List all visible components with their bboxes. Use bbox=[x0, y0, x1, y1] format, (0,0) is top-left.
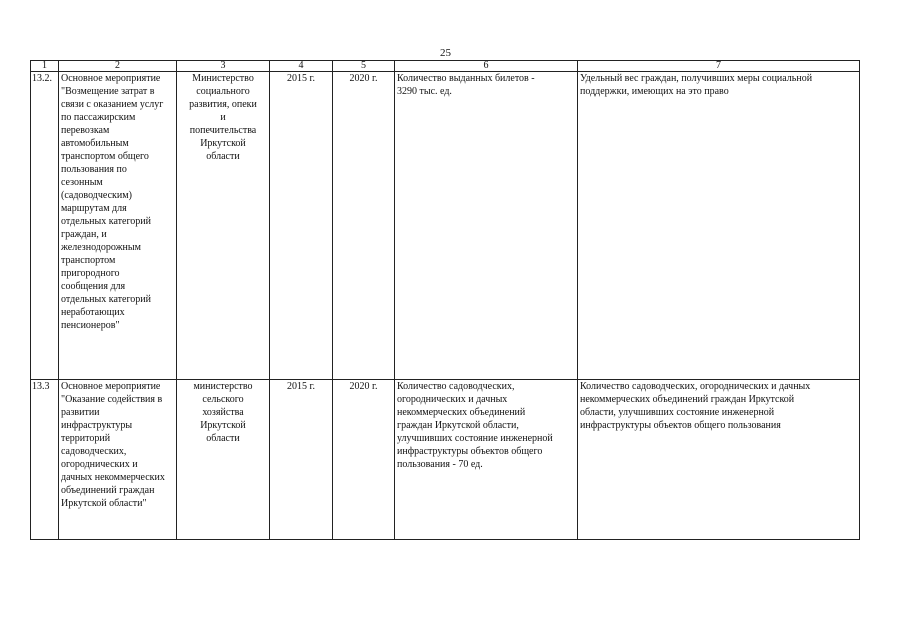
text-line: хозяйства bbox=[202, 407, 244, 418]
text-line: отдельных категорий bbox=[61, 294, 152, 305]
text-line: пользования по bbox=[61, 164, 127, 175]
row-number: 13.3 bbox=[31, 380, 59, 540]
text-line: улучшивших состояние инженерной bbox=[397, 433, 553, 444]
text-line: 3290 тыс. ед. bbox=[397, 86, 452, 97]
text-line: Количество садоводческих, bbox=[397, 381, 515, 392]
text-line: огороднических и дачных bbox=[397, 394, 508, 405]
text-line: поддержки, имеющих на это право bbox=[580, 86, 729, 97]
text-line: "Оказание содействия в bbox=[61, 394, 163, 405]
table-row bbox=[31, 72, 860, 380]
text-line: пригородного bbox=[61, 268, 120, 279]
text-line: Основное мероприятие bbox=[61, 381, 161, 392]
text-line: сельского bbox=[202, 394, 244, 405]
text-line: по пассажирским bbox=[61, 112, 136, 123]
text-line: пенсионеров" bbox=[61, 320, 120, 331]
page-number: 25 bbox=[440, 47, 451, 59]
text-line: граждан, и bbox=[61, 229, 107, 240]
indicator-cell bbox=[578, 380, 860, 540]
text-line: садоводческих, bbox=[61, 446, 127, 457]
program-table bbox=[30, 60, 860, 540]
event-cell bbox=[59, 380, 177, 540]
text-line: сообщения для bbox=[61, 281, 126, 292]
text-line: железнодорожным bbox=[61, 242, 141, 253]
text-line: инфраструктуры объектов общего пользования bbox=[580, 420, 781, 431]
text-line: пользования - 70 ед. bbox=[397, 459, 483, 470]
start-year-cell: 2015 г. bbox=[270, 72, 333, 380]
column-number-row bbox=[31, 61, 860, 72]
text-line: некоммерческих объединений bbox=[397, 407, 526, 418]
event-cell bbox=[59, 72, 177, 380]
text-line: развития, опеки bbox=[189, 99, 257, 110]
text-line: области bbox=[206, 433, 240, 444]
end-year-cell: 2020 г. bbox=[333, 72, 395, 380]
text-line: (садоводческим) bbox=[61, 190, 132, 201]
text-line: граждан Иркутской области, bbox=[397, 420, 519, 431]
text-line: автомобильным bbox=[61, 138, 129, 149]
text-line: Иркутской bbox=[200, 420, 246, 431]
text-line: Министерство bbox=[192, 73, 254, 84]
text-line: Количество садоводческих, огороднических и дачных bbox=[580, 381, 811, 392]
text-line: перевозкам bbox=[61, 125, 110, 136]
text-line: Количество выданных билетов - bbox=[397, 73, 535, 84]
column-header: 7 bbox=[578, 61, 860, 72]
executor-cell bbox=[177, 72, 270, 380]
text-line: социального bbox=[196, 86, 250, 97]
text-line: неработающих bbox=[61, 307, 125, 318]
text-line: транспортом общего bbox=[61, 151, 149, 162]
text-line: огороднических и bbox=[61, 459, 138, 470]
text-line: отдельных категорий bbox=[61, 216, 152, 227]
text-line: инфраструктуры объектов общего bbox=[397, 446, 543, 457]
text-line: некоммерческих объединений граждан Иркутской bbox=[580, 394, 795, 405]
end-year-cell: 2020 г. bbox=[333, 380, 395, 540]
text-line: транспортом bbox=[61, 255, 116, 266]
result-cell bbox=[395, 380, 578, 540]
text-line: Основное мероприятие bbox=[61, 73, 161, 84]
column-header: 2 bbox=[59, 61, 177, 72]
column-header: 5 bbox=[333, 61, 395, 72]
result-cell bbox=[395, 72, 578, 380]
text-line: Иркутской области" bbox=[61, 498, 147, 509]
text-line: сезонным bbox=[61, 177, 103, 188]
column-header: 4 bbox=[270, 61, 333, 72]
table-row bbox=[31, 380, 860, 540]
executor-cell bbox=[177, 380, 270, 540]
text-line: инфраструктуры bbox=[61, 420, 133, 431]
text-line: территорий bbox=[61, 433, 111, 444]
text-line: развитии bbox=[61, 407, 100, 418]
text-line: дачных некоммерческих bbox=[61, 472, 165, 483]
text-line: Иркутской bbox=[200, 138, 246, 149]
text-line: попечительства bbox=[189, 125, 257, 136]
text-line: области, улучшивших состояние инженерной bbox=[580, 407, 775, 418]
text-line: объединений граждан bbox=[61, 485, 155, 496]
column-header: 1 bbox=[31, 61, 59, 72]
column-header: 6 bbox=[395, 61, 578, 72]
indicator-cell bbox=[578, 72, 860, 380]
text-line: и bbox=[220, 112, 226, 123]
column-header: 3 bbox=[177, 61, 270, 72]
text-line: "Возмещение затрат в bbox=[61, 86, 155, 97]
text-line: Удельный вес граждан, получивших меры социальной bbox=[580, 73, 813, 84]
start-year-cell: 2015 г. bbox=[270, 380, 333, 540]
text-line: маршрутам для bbox=[61, 203, 127, 214]
text-line: области bbox=[206, 151, 240, 162]
row-number: 13.2. bbox=[31, 72, 59, 380]
text-line: связи с оказанием услуг bbox=[61, 99, 164, 110]
text-line: министерство bbox=[193, 381, 253, 392]
